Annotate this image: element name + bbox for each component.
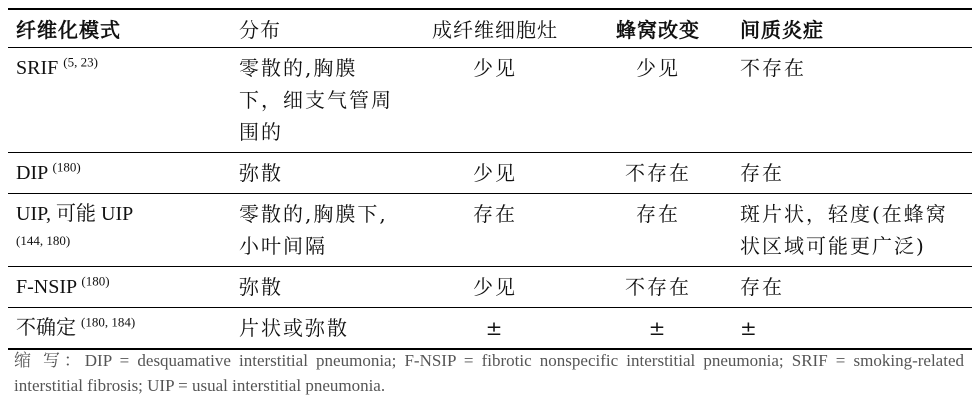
cell-model — [8, 153, 231, 194]
header-distribution: 分布 — [239, 18, 281, 42]
reference-citation: (5, 23) — [63, 54, 98, 70]
cell-model — [8, 308, 231, 350]
reference-citation: (144, 180) — [16, 233, 71, 248]
cell-fibroblast-foci: 少见 — [473, 275, 517, 299]
cell-fibroblast-foci: 存在 — [473, 202, 517, 226]
cell-fibroblast-foci: ± — [485, 316, 505, 340]
cell-model — [8, 267, 231, 308]
cell-honeycombing: ± — [648, 316, 668, 340]
cell-distribution: 弥散 — [239, 275, 283, 299]
table-row — [8, 267, 972, 308]
abbreviations-footnote: 缩 写：DIP = desquamative interstitial pneumonia; F-NSIP = fibrotic nonspecific interstitial pneumonia; SRIF = smoking-related interstitial fibrosis; UIP = usual interstitial pneumonia. — [14, 351, 964, 395]
header-fibroblast-foci: 成纤维细胞灶 — [432, 18, 558, 42]
table-row — [8, 153, 972, 194]
cell-inflammation: ± — [740, 316, 759, 340]
cell-distribution: 弥散 — [239, 161, 283, 185]
model-name: 不确定 — [16, 317, 76, 339]
cell-fibroblast-foci: 少见 — [473, 56, 517, 80]
cell-distribution: 零散的,胸膜下，细支气管周围的 — [239, 56, 393, 144]
table-row — [8, 48, 972, 153]
cell-honeycombing: 存在 — [636, 202, 680, 226]
cell-model — [8, 194, 231, 267]
cell-distribution: 零散的,胸膜下,小叶间隔 — [239, 202, 388, 258]
reference-citation: (180) — [52, 159, 81, 175]
cell-fibroblast-foci: 少见 — [473, 161, 517, 185]
model-name: SRIF — [16, 57, 59, 79]
reference-citation: (180) — [81, 273, 110, 289]
model-name: F-NSIP — [16, 276, 77, 298]
cell-honeycombing: 少见 — [636, 56, 680, 80]
model-name: DIP — [16, 162, 48, 184]
cell-inflammation: 存在 — [740, 161, 784, 185]
cell-inflammation: 存在 — [740, 275, 784, 299]
table-row — [8, 308, 972, 350]
header-interstitial-inflammation: 间质炎症 — [740, 18, 824, 42]
cell-inflammation: 斑片状，轻度(在蜂窝状区域可能更广泛) — [740, 202, 948, 258]
cell-inflammation: 不存在 — [740, 56, 806, 80]
cell-model — [8, 48, 231, 153]
cell-honeycombing: 不存在 — [625, 275, 691, 299]
reference-citation: (180, 184) — [81, 314, 136, 330]
table-row — [8, 194, 972, 267]
fibrosis-pattern-table-container — [8, 8, 972, 350]
cell-honeycombing: 不存在 — [625, 161, 691, 185]
cell-distribution: 片状或弥散 — [239, 316, 349, 340]
fibrosis-pattern-table — [8, 8, 972, 350]
table-header-row — [8, 9, 972, 48]
header-fibrosis-pattern: 纤维化模式 — [16, 18, 121, 42]
model-name: UIP, 可能 UIP — [16, 203, 134, 225]
header-honeycombing: 蜂窝改变 — [616, 18, 700, 42]
